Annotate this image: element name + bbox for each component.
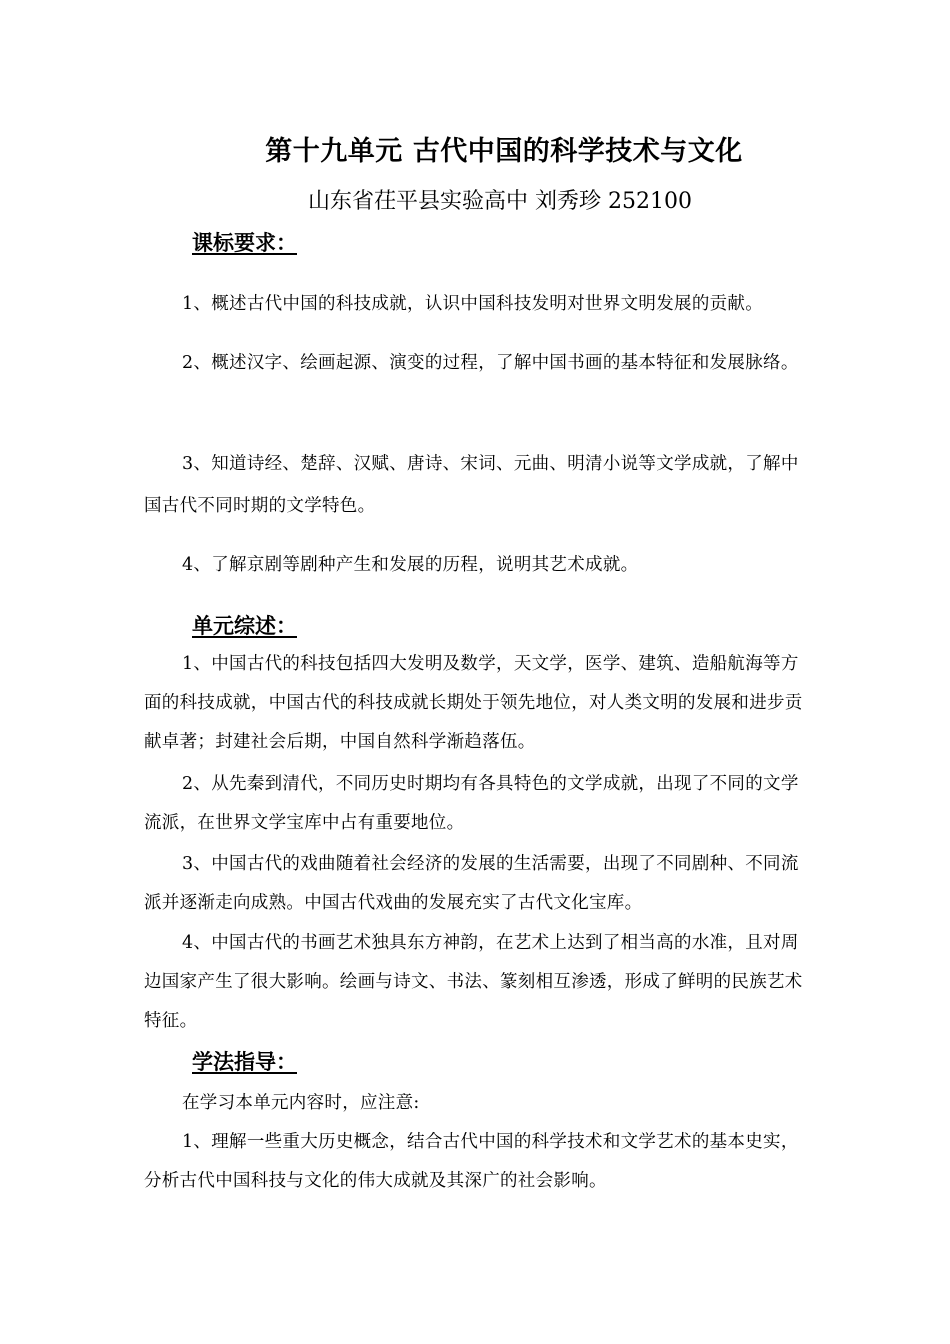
overview-item-1: 1、中国古代的科技包括四大发明及数学，天文学，医学、建筑、造船航海等方面的科技成就，中国古代的科技成就长期处于领先地位，对人类文明的发展和进步贡献卓著；封建社会后期，中国自然科学渐趋落伍。 — [144, 654, 803, 752]
overview-item-2: 2、从先秦到清代，不同历史时期均有各具特色的文学成就，出现了不同的文学流派，在世界文学宝库中占有重要地位。 — [144, 774, 799, 833]
standards-item-4: 4、了解京剧等剧种产生和发展的历程，说明其艺术成就。 — [182, 555, 639, 575]
guidance-item-1: 1、理解一些重大历史概念，结合古代中国的科学技术和文学艺术的基本史实，分析古代中国科技与文化的伟大成就及其深广的社会影响。 — [144, 1132, 799, 1191]
section-heading-guidance: 学法指导： — [192, 1050, 297, 1074]
standards-item-3: 3、知道诗经、楚辞、汉赋、唐诗、宋词、元曲、明清小说等文学成就，了解中国古代不同时期的文学特色。 — [144, 454, 799, 516]
guidance-intro: 在学习本单元内容时，应注意: — [182, 1093, 420, 1113]
standards-item-1: 1、概述古代中国的科技成就，认识中国科技发明对世界文明发展的贡献。 — [182, 294, 764, 314]
overview-item-4: 4、中国古代的书画艺术独具东方神韵，在艺术上达到了相当高的水准，且对周边国家产生了很大影响。绘画与诗文、书法、篆刻相互渗透，形成了鲜明的民族艺术特征。 — [144, 933, 803, 1031]
section-heading-standards: 课标要求： — [192, 231, 297, 255]
section-heading-overview: 单元综述： — [192, 614, 297, 638]
standards-item-2: 2、概述汉字、绘画起源、演变的过程，了解中国书画的基本特征和发展脉络。 — [182, 353, 799, 373]
overview-item-3: 3、中国古代的戏曲随着社会经济的发展的生活需要，出现了不同剧种、不同流派并逐渐走向成熟。中国古代戏曲的发展充实了古代文化宝库。 — [144, 854, 799, 913]
document-title: 第十九单元 古代中国的科学技术与文化 — [265, 136, 743, 167]
document-author: 山东省茌平县实验高中 刘秀珍 252100 — [308, 189, 692, 214]
